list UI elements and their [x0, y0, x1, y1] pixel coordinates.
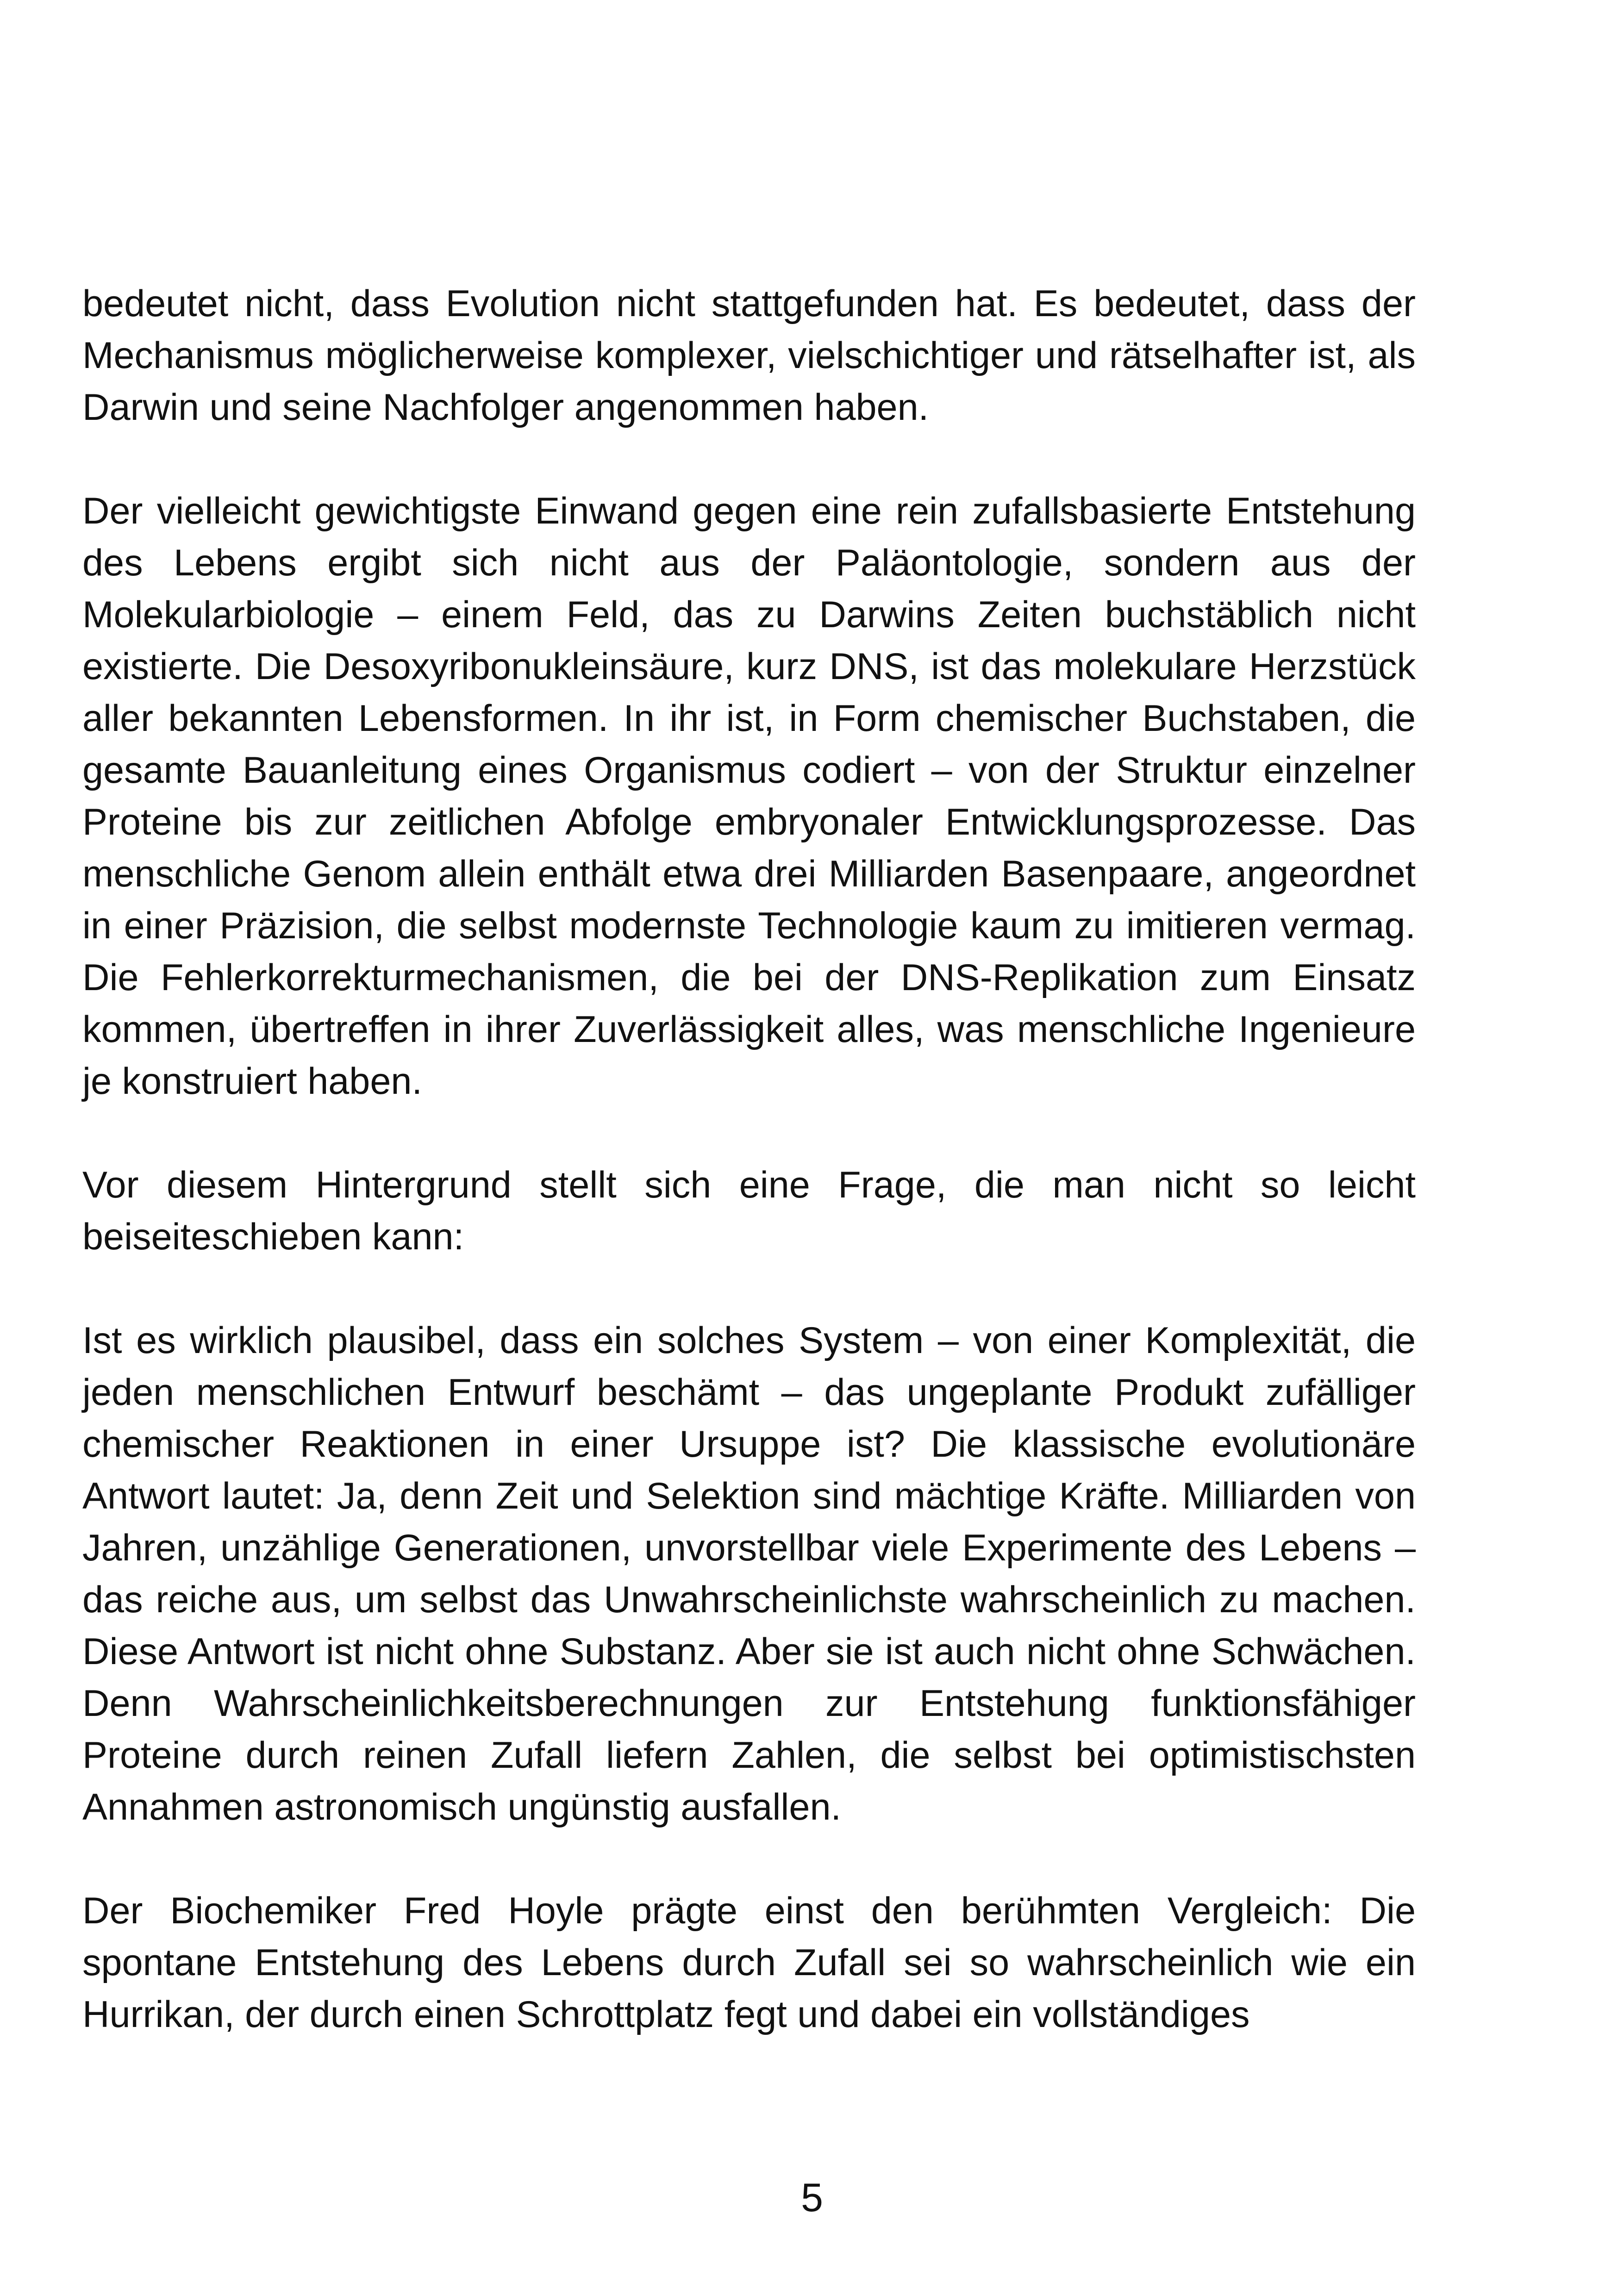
- page-number: 5: [801, 2176, 823, 2220]
- paragraph-3: Vor diesem Hintergrund stellt sich eine Frage, die man nicht so leicht beiseiteschieben kann:: [82, 1164, 1416, 1258]
- paragraph-2: Der vielleicht gewichtigste Einwand gegen eine rein zufallsbasierte Entstehung des Lebens ergibt sich nicht aus der Paläontologie, sondern aus der Molekularbiologie – einem Feld, das zu Darwins Zeiten buchstäblich nicht existierte. Die Desoxyribonukleinsäure, kurz DNS, ist das molekulare Herzstück aller bekannten Lebensformen. In ihr ist, in Form chemischer Buchstaben, die gesamte Bauanleitung eines Organismus codiert – von der Struktur einzelner Proteine bis zur zeitlichen Abfolge embryonaler Entwicklungsprozesse. Das menschliche Genom allein enthält etwa drei Milliarden Basenpaare, angeordnet in einer Präzision, die selbst modernste Technologie kaum zu imitieren vermag. Die Fehlerkorrekturmechanismen, die bei der DNS-Replikation zum Einsatz kommen, übertreffen in ihrer Zuverlässigkeit alles, was menschliche Ingenieure je konstruiert haben.: [82, 490, 1416, 1102]
- paragraph-4: Ist es wirklich plausibel, dass ein solches System – von einer Komplexität, die jeden menschlichen Entwurf beschämt – das ungeplante Produkt zufälliger chemischer Reaktionen in einer Ursuppe ist? Die klassische evolutionäre Antwort lautet: Ja, denn Zeit und Selektion sind mächtige Kräfte. Milliarden von Jahren, unzählige Generationen, unvorstellbar viele Experimente des Lebens – das reiche aus, um selbst das Unwahrscheinlichste wahrscheinlich zu machen. Diese Antwort ist nicht ohne Substanz. Aber sie ist auch nicht ohne Schwächen. Denn Wahrscheinlichkeitsberechnungen zur Entstehung funktionsfähiger Proteine durch reinen Zufall liefern Zahlen, die selbst bei optimistischsten Annahmen astronomisch ungünstig ausfallen.: [82, 1320, 1416, 1828]
- paragraph-1: bedeutet nicht, dass Evolution nicht stattgefunden hat. Es bedeutet, dass der Mechanismus möglicherweise komplexer, vielschichtiger und rätselhafter ist, als Darwin und seine Nachfolger angenommen haben.: [82, 283, 1416, 428]
- body-text: [82, 278, 1416, 2040]
- paragraph-5: Der Biochemiker Fred Hoyle prägte einst den berühmten Vergleich: Die spontane Entstehung des Lebens durch Zufall sei so wahrscheinlich wie ein Hurrikan, der durch einen Schrottplatz fegt und dabei ein vollständiges: [82, 1890, 1416, 2035]
